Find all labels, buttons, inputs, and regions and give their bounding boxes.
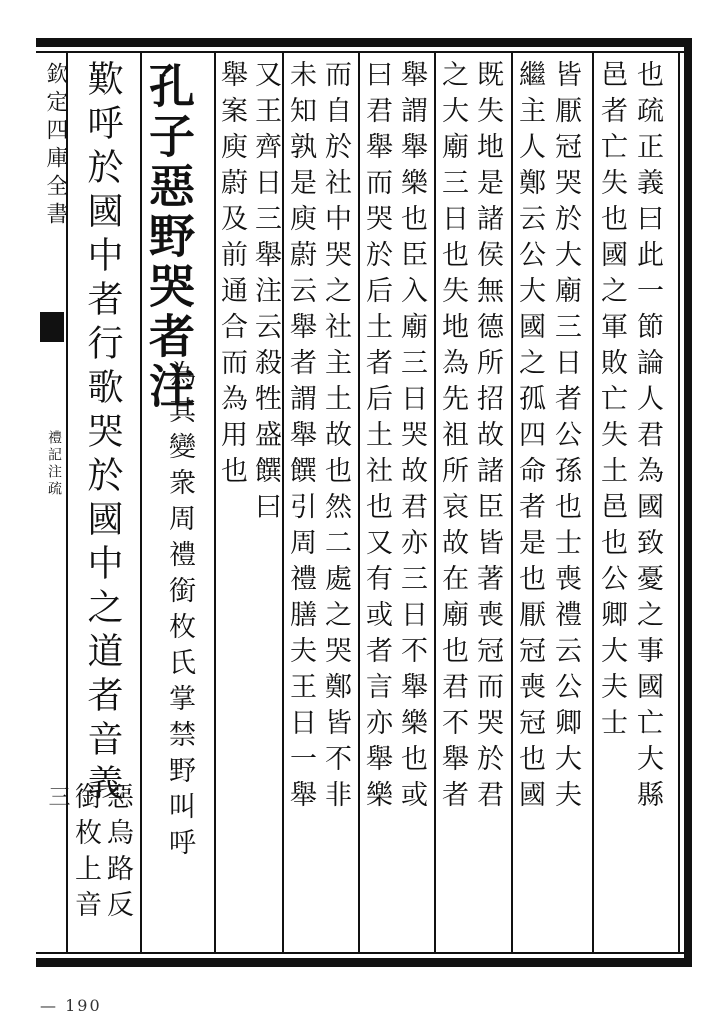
text-column: 繼主人鄭云公大國之孤四命者是也厭冠喪冠也國 bbox=[514, 60, 545, 816]
text-column: 之大廟三日也失地為先祖所哀故在廟也君不舉者 bbox=[437, 60, 468, 816]
text-column: 皆厭冠哭於大廟三日者公孫也士喪禮云公卿大夫 bbox=[550, 60, 581, 816]
column-divider bbox=[592, 53, 594, 952]
text-column: 邑者亡失也國之軍敗亡失土邑也公卿大夫士 bbox=[596, 60, 627, 744]
text-column: 也疏正義曰此一節論人君為國致憂之事國亡大縣 bbox=[632, 60, 663, 816]
text-column: 為其變衆周禮銜枚氏掌禁野叫呼 bbox=[164, 360, 195, 864]
folio-fragment: — 190 bbox=[40, 996, 102, 1015]
text-column: 銜枚上音 bbox=[70, 782, 101, 926]
fishtail-mark bbox=[40, 312, 64, 342]
text-column: 舉謂舉樂也臣入廟三日哭故君亦三日不舉樂也或 bbox=[396, 60, 427, 816]
right-border-thin bbox=[678, 51, 680, 954]
main-text-heading: 孔子惡野哭者注 bbox=[142, 62, 196, 412]
gutter-title: 欽定四庫全書 bbox=[43, 62, 68, 230]
text-column: 既失地是諸侯無德所招故諸臣皆著喪冠而哭於君 bbox=[472, 60, 503, 816]
text-column: 又王齊日三舉注云殺牲盛饌曰 bbox=[250, 60, 281, 528]
top-border-thick bbox=[36, 38, 692, 47]
column-divider bbox=[434, 53, 436, 952]
gutter-book-name: 禮記注疏 bbox=[46, 430, 62, 498]
text-column: 舉案庾蔚及前通合而為用也 bbox=[216, 60, 247, 492]
right-border-thick bbox=[684, 38, 692, 967]
text-column: 曰君舉而哭於后土者后土社也又有或者言亦舉樂 bbox=[361, 60, 392, 816]
text-column: 未知孰是庾蔚云舉者謂舉饌引周禮膳夫王日一舉 bbox=[285, 60, 316, 816]
gutter-page-number: 三 bbox=[45, 785, 70, 807]
text-column: 歎呼於國中者行歌哭於國中之道者音義 bbox=[82, 60, 123, 808]
text-column: 而自於社中哭之社主土故也然二處之哭鄭皆不非 bbox=[320, 60, 351, 816]
column-divider bbox=[358, 53, 360, 952]
column-divider bbox=[282, 53, 284, 952]
text-column: 惡烏路反 bbox=[102, 782, 133, 926]
bottom-border-thin bbox=[36, 952, 692, 954]
column-divider bbox=[511, 53, 513, 952]
bottom-border-thick bbox=[36, 958, 692, 967]
